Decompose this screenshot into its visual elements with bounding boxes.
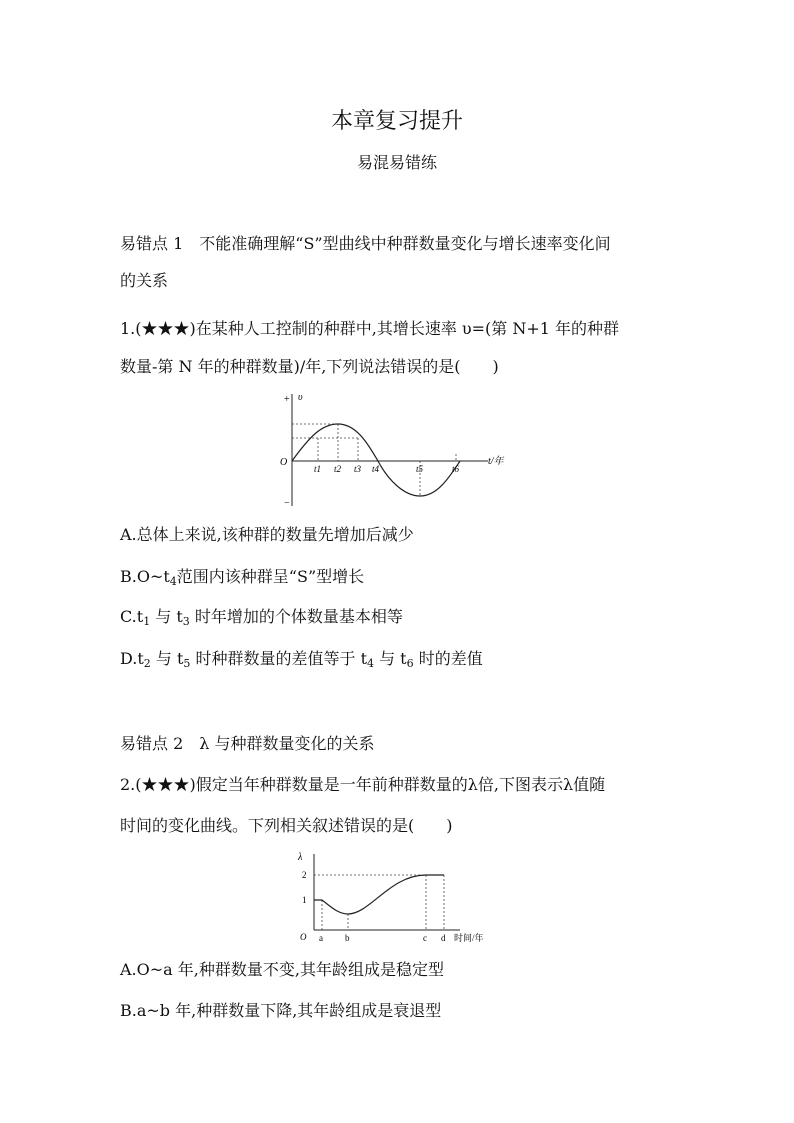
q2-option-a: A.O~a 年,种群数量不变,其年龄组成是稳定型 bbox=[120, 960, 444, 979]
q1-stem-line1: 1.(★★★)在某种人工控制的种群中,其增长速率 υ=(第 N+1 年的种群 bbox=[120, 319, 620, 338]
origin-label: O bbox=[300, 932, 307, 942]
tick-c: c bbox=[423, 933, 427, 943]
q1-option-a: A.总体上来说,该种群的数量先增加后减少 bbox=[120, 525, 414, 544]
x-axis-label: t/年 bbox=[488, 456, 504, 467]
tick-b: b bbox=[345, 933, 350, 943]
page-title: 本章复习提升 bbox=[330, 109, 463, 134]
page-subtitle: 易混易错练 bbox=[356, 153, 437, 172]
y-axis-label: υ bbox=[298, 392, 303, 403]
tick-t2: t2 bbox=[334, 464, 342, 474]
tick-t5: t5 bbox=[416, 464, 424, 474]
section1-heading-line2: 的关系 bbox=[120, 271, 169, 290]
reference-dashes bbox=[292, 424, 456, 496]
q1-option-b: $B.O\sim t_4$范围内该种群呈“S”型增长 bbox=[120, 567, 365, 588]
growth-rate-curve bbox=[292, 424, 460, 496]
t-tick-labels bbox=[314, 464, 460, 474]
q1-option-c: $C.t_1$ 与 $t_3$ 时年增加的个体数量基本相等 bbox=[120, 607, 403, 628]
tick-1: 1 bbox=[302, 895, 307, 905]
tick-d: d bbox=[441, 933, 446, 943]
growth-rate-figure bbox=[280, 388, 520, 512]
origin-label: O bbox=[280, 457, 288, 468]
tick-2: 2 bbox=[302, 870, 307, 880]
section1-heading-line1: 易错点 1 不能准确理解“S”型曲线中种群数量变化与增长速率变化间 bbox=[120, 234, 611, 253]
reference-dashes bbox=[314, 875, 444, 930]
y-axis-label: λ bbox=[298, 852, 303, 863]
tick-t4: t4 bbox=[372, 464, 380, 474]
q2-stem-line1: 2.(★★★)假定当年种群数量是一年前种群数量的λ倍,下图表示λ值随 bbox=[120, 775, 606, 794]
q2-stem-line2: 时间的变化曲线。下列相关叙述错误的是( ) bbox=[120, 816, 453, 835]
x-axis-label: 时间/年 bbox=[454, 933, 484, 943]
tick-t6: t6 bbox=[452, 464, 460, 474]
tick-a: a bbox=[319, 933, 323, 943]
q2-option-b: B.a~b 年,种群数量下降,其年龄组成是衰退型 bbox=[120, 1001, 442, 1020]
y-minus-label: − bbox=[284, 498, 290, 509]
tick-t3: t3 bbox=[354, 464, 362, 474]
y-plus-label: + bbox=[284, 394, 290, 405]
lambda-curve bbox=[314, 875, 444, 914]
q1-option-d: $D.t_2$ 与 $t_5$ 时种群数量的差值等于 $t_4$ 与 $t_6$ 时的差值 bbox=[120, 649, 483, 670]
lambda-figure bbox=[290, 850, 506, 946]
section2-heading: 易错点 2 λ 与种群数量变化的关系 bbox=[120, 734, 375, 753]
x-tick-labels bbox=[319, 933, 446, 943]
q1-stem-line2: 数量-第 N 年的种群数量)/年,下列说法错误的是( ) bbox=[120, 357, 499, 376]
tick-t1: t1 bbox=[314, 464, 322, 474]
y-tick-labels bbox=[302, 870, 307, 905]
